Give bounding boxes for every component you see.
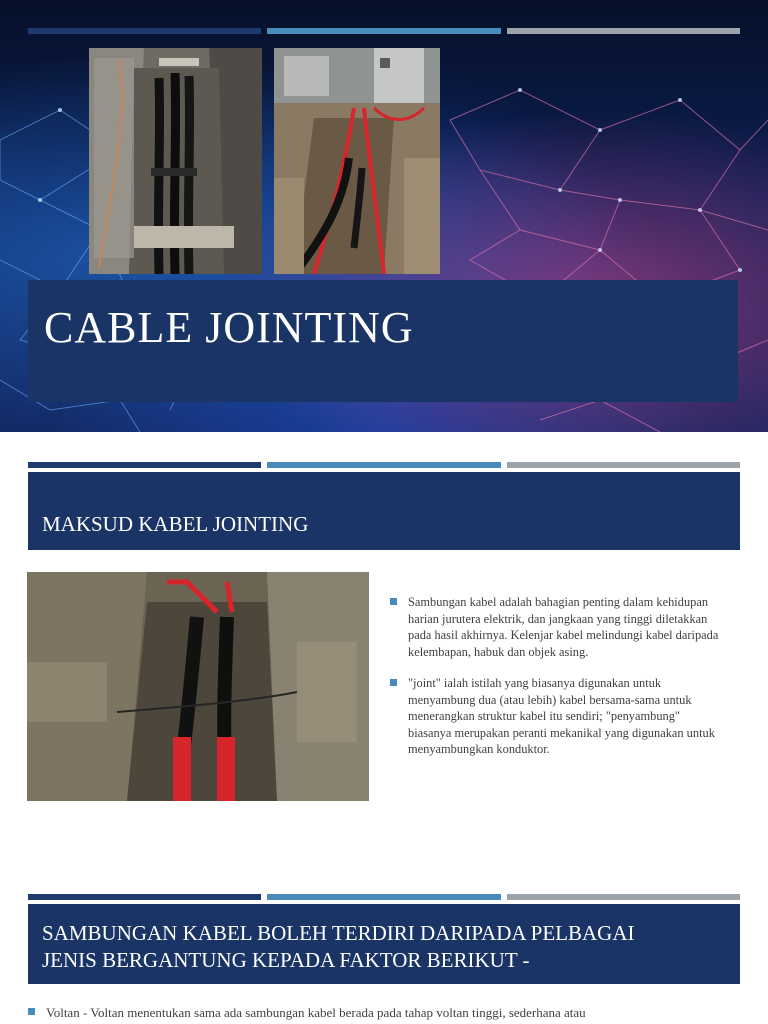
heading-line-2: JENIS BERGANTUNG KEPADA FAKTOR BERIKUT -	[42, 948, 530, 972]
accent-bar-gray	[507, 28, 740, 34]
bullet-text: "joint" ialah istilah yang biasanya digunakan untuk menyambung dua (atau lebih) kabel bersama-sama untuk menerangkan struktur kabel itu sendiri; "penyambung" biasanya merupakan peranti mekanikal yang digunakan untuk menyambungkan konduktor.	[408, 676, 715, 756]
accent-bar-dark	[28, 894, 261, 900]
square-bullet-icon	[390, 598, 397, 605]
accent-bar-dark	[28, 28, 261, 34]
cable-trench-photo	[89, 48, 262, 274]
accent-bar-dark	[28, 462, 261, 468]
definition-slide	[0, 456, 768, 868]
accent-bars	[28, 28, 740, 34]
section-heading	[42, 920, 635, 974]
square-bullet-icon	[28, 1008, 35, 1015]
accent-bars	[28, 462, 740, 468]
cable-junction-photo	[274, 48, 440, 274]
accent-bar-blue	[267, 894, 500, 900]
square-bullet-icon	[390, 679, 397, 686]
definition-bullets	[390, 594, 720, 758]
slide-title: CABLE JOINTING	[44, 303, 414, 352]
factors-slide	[0, 888, 768, 1024]
accent-bar-gray	[507, 462, 740, 468]
heading-line-1: SAMBUNGAN KABEL BOLEH TERDIRI DARIPADA PELBAGAI	[42, 921, 635, 945]
accent-bar-blue	[267, 462, 500, 468]
accent-bar-blue	[267, 28, 500, 34]
accent-bar-gray	[507, 894, 740, 900]
list-item	[390, 594, 720, 660]
list-item	[390, 675, 720, 758]
section-header	[28, 472, 740, 550]
title-slide	[0, 0, 768, 432]
section-heading: MAKSUD KABEL JOINTING	[42, 512, 309, 536]
list-item	[28, 1004, 748, 1021]
title-box	[28, 280, 738, 402]
section-header	[28, 904, 740, 984]
bullet-text: Sambungan kabel adalah bahagian penting dalam kehidupan harian jurutera elektrik, dan jangkaan yang tinggi diletakkan pada hasil akhirnya. Kelenjar kabel melindungi kabel daripada kelembapan, habuk dan objek asing.	[408, 595, 719, 659]
factors-bullets	[28, 1004, 748, 1021]
accent-bars	[28, 894, 740, 900]
bullet-text: Voltan - Voltan menentukan sama ada sambungan kabel berada pada tahap voltan tinggi, sederhana atau	[46, 1005, 586, 1020]
red-cable-trench-photo	[27, 572, 369, 801]
